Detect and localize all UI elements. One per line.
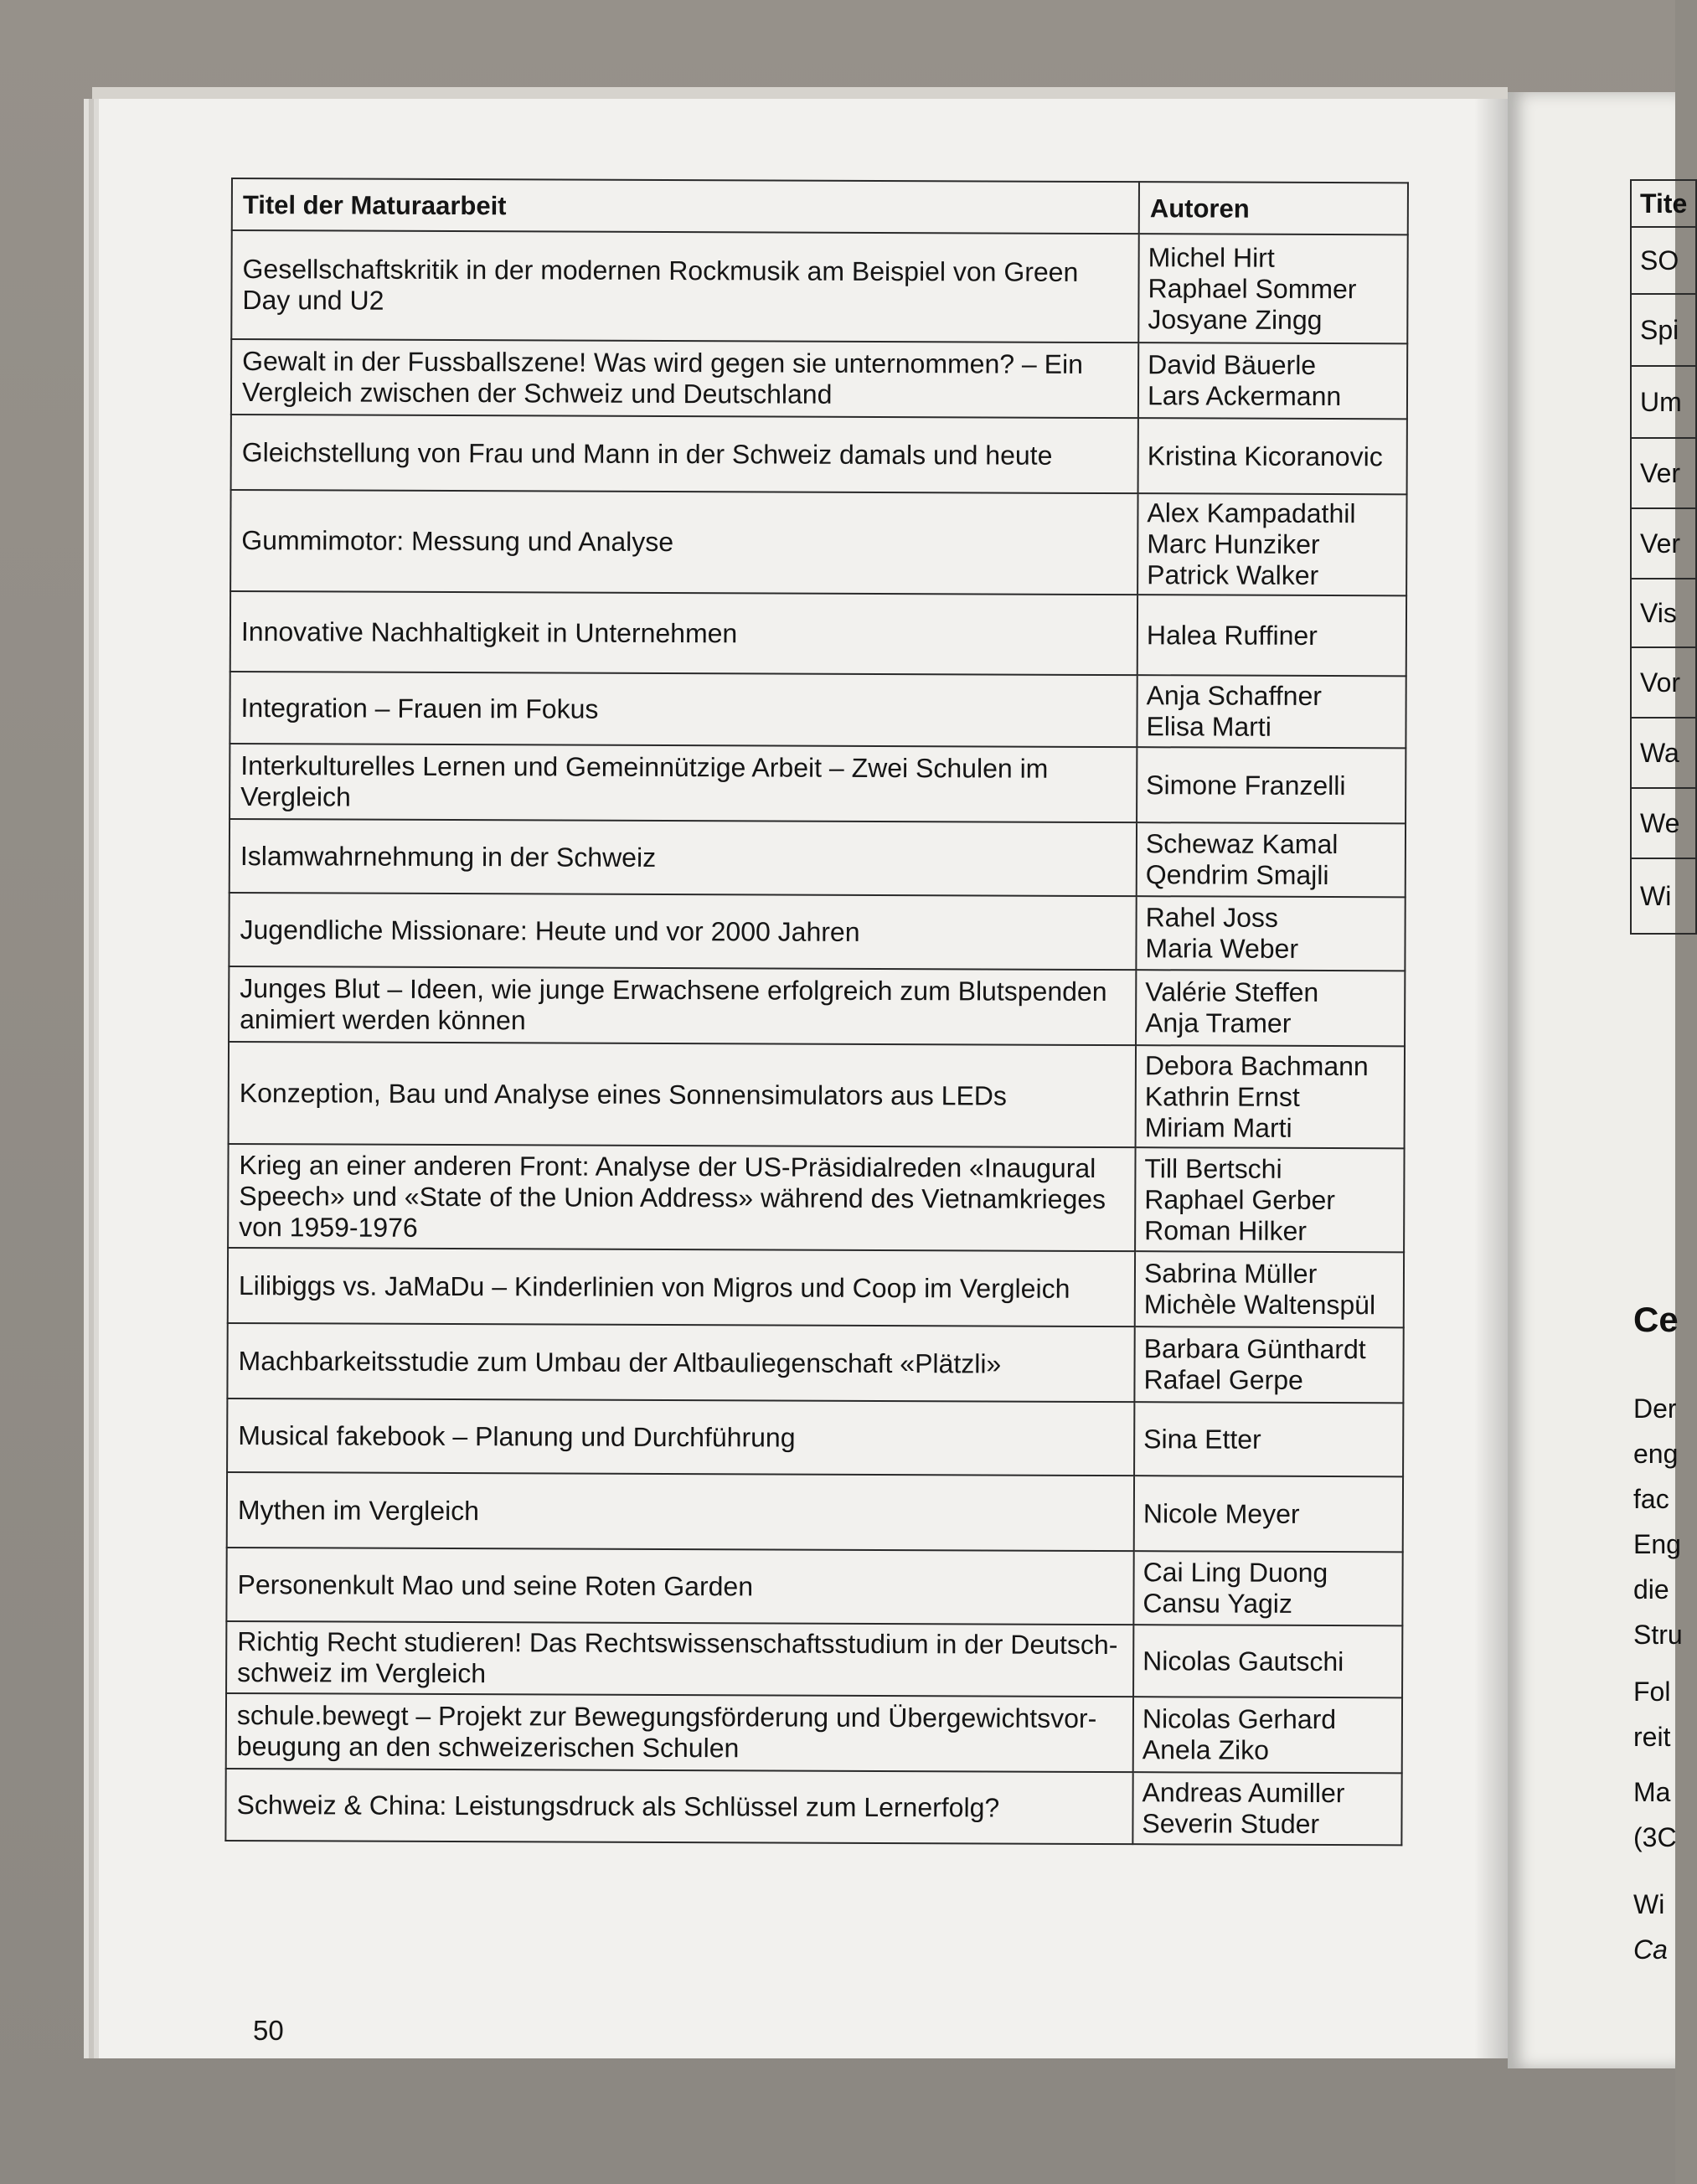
table-row [1631,180,1696,227]
header-title: Titel der Maturaarbeit [232,178,1139,234]
thesis-title: Gleichstellung von Frau und Mann in der Schweiz damals und heute [231,415,1138,493]
author-name: Roman Hilker [1144,1214,1308,1246]
table-row [1631,788,1696,858]
author-name: Raphael Sommer [1148,272,1357,304]
text-line-fragment: Wi [1633,1889,1665,1919]
table-row [230,591,1406,676]
table-body [225,230,1407,1845]
author-name: Rafael Gerpe [1143,1364,1303,1395]
text-line-fragment: eng [1633,1439,1679,1469]
thesis-title: Personenkult Mao und seine Roten Garden [226,1548,1133,1625]
author-name: Debora Bachmann [1144,1049,1369,1081]
table-row [228,1144,1404,1252]
table-row [231,339,1407,419]
thesis-authors [1134,1476,1403,1552]
author-name: Patrick Walker [1147,559,1319,590]
table-row [1631,718,1696,788]
table-row [225,1769,1401,1845]
author-name: Marc Hunziker [1147,528,1320,559]
table-cell-fragment: Spi [1631,294,1696,366]
thesis-title: Mythen im Vergleich [227,1472,1134,1551]
text-line-fragment: die [1633,1574,1669,1605]
table-row [226,1693,1402,1773]
thesis-authors [1137,747,1406,823]
table-row [231,415,1407,494]
text-line-fragment: Ca [1633,1934,1668,1965]
thesis-authors [1136,896,1405,971]
author-name: Cai Ling Duong [1143,1557,1328,1589]
thesis-authors [1134,1402,1403,1476]
author-name: Kathrin Ernst [1144,1080,1300,1112]
thesis-title: Lilibiggs vs. JaMaDu – Kinderlinien von Migros und Coop im Vergleich [228,1248,1135,1326]
author-name: Sabrina Müller [1143,1258,1318,1289]
table-header-row [232,178,1408,234]
table-cell-fragment: Vor [1631,647,1696,718]
table-row [1631,294,1696,366]
author-name: Josyane Zingg [1148,303,1323,335]
table-row [1631,858,1696,934]
table-row [229,966,1405,1046]
table-cell-fragment: Um [1631,366,1696,438]
table-row [230,744,1406,823]
thesis-title: Gummimotor: Messung und Analyse [230,490,1137,595]
thesis-authors [1138,418,1407,494]
author-name: Nicolas Gerhard [1142,1703,1337,1735]
thesis-title: Richtig Recht studieren! Das Rechtswissenschaftsstudium in der Deutsch-schweiz im Vergleich [226,1621,1133,1697]
thesis-authors [1132,1772,1401,1845]
table-row [230,672,1406,748]
author-name: Nicolas Gautschi [1143,1645,1344,1677]
author-name: Miriam Marti [1144,1111,1292,1143]
thesis-title: Schweiz & China: Leistungsdruck als Schlüssel zum Lernerfolg? [225,1769,1132,1844]
right-page-heading: Ce [1633,1300,1679,1339]
author-name: Maria Weber [1145,933,1299,964]
table-cell-fragment: Wi [1631,858,1696,934]
author-name: Anja Schaffner [1146,680,1323,712]
maturaarbeit-table [224,178,1409,1846]
author-name: Halea Ruffiner [1146,619,1318,651]
thesis-title: Gesellschaftskritik in der modernen Rockmusik am Beispiel von Green Day und U2 [231,230,1138,343]
thesis-title: Interkulturelles Lernen und Gemeinnützige Arbeit – Zwei Schulen im Vergleich [230,744,1137,822]
author-name: Sina Etter [1143,1423,1261,1455]
thesis-authors [1136,970,1405,1046]
table-row [1631,579,1696,647]
thesis-title: Musical fakebook – Planung und Durchführung [227,1398,1134,1476]
header-authors: Autoren [1139,182,1408,234]
thesis-title: Innovative Nachhaltigkeit in Unternehmen [230,591,1137,675]
thesis-authors [1138,234,1407,343]
thesis-title: Junges Blut – Ideen, wie junge Erwachsene erfolgreich zum Blutspenden animiert werden können [229,966,1136,1045]
table-row [1631,508,1696,579]
thesis-authors [1133,1625,1402,1697]
author-name: Andreas Aumiller [1142,1777,1345,1809]
author-name: Elisa Marti [1146,711,1271,742]
author-name: Anela Ziko [1142,1734,1270,1765]
table-cell-fragment: Wa [1631,718,1696,788]
author-name: Schewaz Kamal [1145,828,1339,860]
author-name: Kristina Kicoranovic [1147,440,1383,471]
table-row [229,1042,1405,1148]
thesis-authors [1137,595,1406,676]
gutter-shadow [1474,99,1508,2058]
thesis-authors [1137,675,1406,748]
table-row [231,230,1407,343]
thesis-authors [1138,343,1407,419]
author-name: Lars Ackermann [1147,380,1342,412]
table-row [227,1398,1403,1476]
table-row [1631,438,1696,508]
text-line-fragment: Ma [1633,1777,1671,1807]
table-row [1631,647,1696,718]
thesis-title: Krieg an einer anderen Front: Analyse der US-Präsidialreden «Inaugural Speech» und «State of the Union Address» während des Vietnamkrieges von 1959-1976 [228,1144,1135,1251]
table-row [226,1548,1402,1625]
author-name: Michèle Waltenspül [1143,1289,1376,1321]
author-name: Michel Hirt [1148,241,1275,273]
text-line-fragment: Fol [1633,1677,1671,1707]
thesis-authors [1137,493,1406,595]
author-name: Valérie Steffen [1145,976,1319,1007]
thesis-authors [1134,1326,1403,1403]
table-cell-fragment: Vis [1631,579,1696,647]
table-cell-fragment: Tite [1631,180,1696,227]
right-page-table-fragment [1630,179,1697,935]
text-line-fragment: (3C [1633,1822,1677,1852]
author-name: Anja Tramer [1145,1007,1292,1038]
thesis-authors [1136,1045,1405,1148]
table-cell-fragment: SO [1631,227,1696,294]
table-row [1631,227,1696,294]
thesis-authors [1133,1551,1402,1625]
page-number: 50 [253,2015,284,2046]
thesis-title: Integration – Frauen im Fokus [230,672,1137,747]
text-line-fragment: Eng [1633,1529,1681,1559]
thesis-title: Machbarkeitsstudie zum Umbau der Altbauliegenschaft «Plätzli» [227,1323,1134,1402]
table-cell-fragment: Ver [1631,438,1696,508]
author-name: Raphael Gerber [1144,1183,1336,1215]
table-row [1631,366,1696,438]
table-row [226,1621,1402,1697]
thesis-title: Gewalt in der Fussballszene! Was wird gegen sie unternommen? – Ein Vergleich zwischen der Schweiz und Deutschland [231,339,1138,418]
thesis-authors [1135,1251,1404,1327]
text-line-fragment: reit [1633,1722,1671,1752]
text-line-fragment: Stru [1633,1620,1683,1650]
thesis-title: Konzeption, Bau und Analyse eines Sonnensimulators aus LEDs [229,1042,1136,1147]
table-row [229,893,1405,971]
thesis-authors [1135,1147,1404,1252]
table-row [227,1323,1403,1403]
thesis-authors [1133,1697,1402,1773]
author-name: Rahel Joss [1145,902,1278,933]
table-row [230,490,1406,595]
author-name: Qendrim Smajli [1145,859,1329,891]
author-name: Alex Kampadathil [1147,497,1356,529]
text-line-fragment: Der [1633,1393,1677,1424]
thesis-authors [1137,822,1406,897]
author-name: Severin Studer [1142,1808,1320,1840]
thesis-title: schule.bewegt – Projekt zur Bewegungsförderung und Übergewichtsvor-beugung an den schweizerischen Schulen [226,1693,1133,1772]
author-name: Simone Franzelli [1146,769,1346,801]
author-name: Nicole Meyer [1143,1497,1300,1529]
text-line-fragment: fac [1633,1484,1669,1514]
author-name: David Bäuerle [1148,349,1317,380]
table-cell-fragment: We [1631,788,1696,858]
author-name: Barbara Günthardt [1143,1333,1366,1365]
thesis-title: Jugendliche Missionare: Heute und vor 2000 Jahren [229,893,1136,970]
author-name: Cansu Yagiz [1143,1588,1293,1619]
thesis-title: Islamwahrnehmung in der Schweiz [230,819,1137,896]
table-row [230,819,1406,897]
table-cell-fragment: Ver [1631,508,1696,579]
table-row [228,1248,1404,1327]
author-name: Till Bertschi [1144,1152,1282,1184]
table-row [227,1472,1403,1552]
